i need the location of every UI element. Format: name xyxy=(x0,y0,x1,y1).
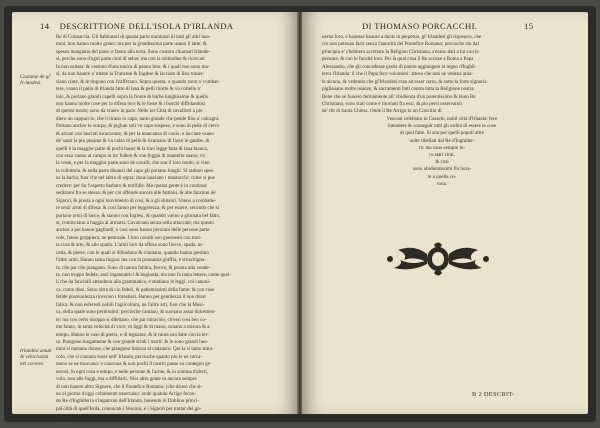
text-line: Christiano, sono stati come è ritornati fra essi, & piu persi osservatori xyxy=(322,100,463,107)
text-line: de' sassi la piu pesante & vn calzo di pelle & ricamano di fasce le gambe, di xyxy=(56,138,210,145)
text-line: principio e' s'hebbero accettato la Religion Christiana, s'erano dati a lui con le xyxy=(322,48,479,55)
text-line: de' riti di Santa Chiesa. Onde il Re Arrigo in un Concilio di xyxy=(322,108,442,115)
text-line: siano cinte, & le tingono con l'zafferano. Sopra questa, o quando sono a' combat- xyxy=(56,78,220,85)
text-line: & alcuni con lasciati incarcerare, & per la mancanza di cuoio, e lacciate vsano xyxy=(56,130,214,137)
left-head-title: DESCRITTIONE DELL'ISOLA D'IRLANDA xyxy=(59,21,234,31)
text-line: nerosi, in ogni cosa e tempo, e nelle persone & l'arme, & in somma d'alteri, xyxy=(56,368,209,375)
tapered-line: di quel fatte. Si son poi quelli popoli altre xyxy=(400,130,484,137)
text-line: persone, & con le facoltà loro. Per la qual cosa il Re scrisse a Roma a Papa xyxy=(322,56,474,63)
text-line: ta, che par che piangano. Sono di natura fabbra, feroce, & pronta alla vende- xyxy=(56,264,211,271)
text-line: ta, non troppo fedele, anzi ingannatrici & bugiarda, ma non fa tanta lettere, come quel- xyxy=(56,272,231,278)
text-line: mini si menano donne, che piangono intorno al cadauero. Qui la si tanto mira- xyxy=(56,346,214,353)
margin-note-costume: Costume de gl' Ir-landesi. xyxy=(20,74,51,87)
text-line: si, perche sono d'ogni parte cinti di selue; ma con la solitudine & ricercati xyxy=(56,56,205,63)
open-book xyxy=(4,6,596,422)
text-line: sedizioni fra se stessa: & per cio offende ancora alle fattioni, & alle fazzioni de' xyxy=(56,190,217,197)
text-line: Signori, & presta a ogni movimento di cosi, & a gli shitanti. Vanno a combatte- xyxy=(56,197,217,204)
text-line: Re di Connaccia. Gli habitatori di questa parte montuosi di tutti gli altri huo- xyxy=(56,34,211,40)
text-line: fetide piaceuolezza ricevono i forestieri. Hanno per gentilezza il non durar xyxy=(56,294,207,301)
text-line: terra l'Irlanda: il che il Papa fece volontieri: atteso che non ne vedeua auta- xyxy=(322,71,473,78)
text-line: colo, che si contano esser nell' Irlanda, percioche quanto piu le ne cerca- xyxy=(56,353,203,360)
text-line: pal città di quell'Isola, conuocati i Vescoui, e i Signori per trattar del go- xyxy=(56,405,202,412)
text-line: uerno loro, e hauesse hauuto a durar in perpetuo, gl' Irlandesi gli risposero, che xyxy=(322,34,482,40)
text-line: ca, come dissi. Sono oltra di cio fedeli, & patientissimi della fame: & con cose xyxy=(56,286,215,293)
text-line: meno se ne truovano: e ciascuna & non pochi il nostro paese su contegno ge- xyxy=(56,361,212,368)
text-line: con essa vanno al campo in lor fodere & vne foggia di mantello usano, vn xyxy=(56,153,205,159)
left-page xyxy=(12,12,298,420)
text-line: le alcuno, & vedendo che gl'Irlandesi eran ad esser certo, & sotto la forte signoria xyxy=(322,78,487,85)
text-line: fatica: & non esferesti nobili l'agricoltura, ne l'altre arti, fuor che la Musi- xyxy=(56,301,205,308)
left-page-number: 14 xyxy=(40,21,50,31)
right-running-head xyxy=(322,21,533,31)
text-line: cetta, & pietre, con le quali si difendono & s'aiutano, quando hanno perduto xyxy=(56,249,209,256)
text-line: lato, & portano grandi capelli sopra la fronte & barbe lunghissime & quello xyxy=(56,93,209,100)
right-head-title: DI THOMASO PORCACCHI. xyxy=(362,21,478,31)
right-tapered-text xyxy=(322,116,562,188)
text-line: di non hauere altro Signore, che il Pontefice Romano: (che dicesi che si- xyxy=(56,383,203,390)
right-page-number: 15 xyxy=(524,21,534,31)
text-line: quelli è la maggior parte di pochi hauer & la loro legge fatta di lana bianca, xyxy=(56,145,208,152)
text-line: cole, fanno groppiera, ne pettorale. I loro cavalli son guernenti con mol- xyxy=(56,234,202,241)
text-line: ca, della quale sono peritissimi: percioche cantano, & suonano assai dolcemen- xyxy=(56,309,216,316)
text-line: me fanno, in tanta velocità di voce, di liggi & di mano, sonano a misura & a xyxy=(56,324,210,331)
tapered-line: sono ubidientissimi fin hora- xyxy=(412,166,472,173)
text-line: Alessandro, che gli concedesse gratia di potere aggiungere al regno d'Inghil- xyxy=(322,63,477,70)
text-line: do Re d'Inghilterra s'impatronì dell'Irlanda, hauendo in Dublino princi- xyxy=(56,398,200,405)
right-text-column xyxy=(322,34,562,116)
text-line: so la barba, fuor che nel labro di sopra: doue lasciano i mostacchi: come si pue xyxy=(56,175,215,182)
text-line: si, cominciano a haggia al armarsi. Cavalcano senza sella attaccate; ma questo xyxy=(56,219,214,226)
text-line: si, da non hauere a' mente la Francese & Inglese & lacciate di lino trauer- xyxy=(56,71,205,78)
text-line: no al giorno d'oggi coltamente osseruano: onde quando Arrigo fecon- xyxy=(56,391,197,397)
text-line: li che da fanciulli attendono alla grammatica, e studiano le leggi, col canoni- xyxy=(56,279,211,286)
text-line: re senz' armi di difesa: & cosi fanno per leggerezza, & per essere, secondo che si xyxy=(56,205,220,212)
margin-note-irlandesi: Irlandesi astuti & velocissimi nel correre. xyxy=(20,348,52,367)
tapered-line: rona. xyxy=(436,180,448,187)
woodcut-ornament xyxy=(384,242,492,276)
text-line: di questo modo; sono da viuere in pace. Nelle lor Città di cavallieri a pie xyxy=(56,108,203,115)
tapered-line: ra: ma sono sempre lo- xyxy=(418,144,466,151)
text-line: cio non poteuan farsi senza l'autorità del Pontefice Romano: percioche sin dal xyxy=(322,41,479,48)
tapered-line: intendere & conseguir tutti gli ordini di essere le cose xyxy=(387,123,497,130)
text-line: te: ma con certo intoppo si dilettano, che par miracolo, ch'essi cosi ben co- xyxy=(56,316,207,323)
text-line: spesso mangiano del pane: e fanno alla terra. Sono costoro chiamati Irlande- xyxy=(56,48,211,55)
text-line: portano armi di lance, & stanno con Inglesi, & quando vanno a giornata nel fatto, xyxy=(56,212,221,219)
text-line: ta cura & arte, & allo spatio. L'armi loro da offesa sono frecce, spada, ac- xyxy=(56,242,204,249)
catchword: B 2 DESCRIT- xyxy=(472,391,515,398)
left-running-head xyxy=(40,21,233,31)
text-line: mini, non hanno molto grano: ma per la grandissima parte usano il latte: & xyxy=(56,41,207,48)
tapered-line: & cosi xyxy=(435,159,449,166)
left-text-column xyxy=(56,34,284,421)
text-line: tere, vsano il palio di Irlanda fatto di lana & pelli ritorte & vn coltello a' xyxy=(56,86,201,93)
right-page xyxy=(302,12,588,414)
text-line: la veste, e per la maggior parte sono de cavalli, che son il loro modo, si vien xyxy=(56,160,210,167)
text-line: pigliauano molte usanze, & sacramenti fatti contra tutta la Religione nostra. xyxy=(322,86,475,93)
text-line: diero un cappuccio, che li tirano in capo, tanto grande che pende fino a' calcagni. xyxy=(56,115,220,122)
tapered-line: uolte ribellati dal Re d'Inghilter- xyxy=(409,137,475,144)
text-line: anchor a pie hanno gagliardi, e cosi sono hanno porzioni delle persone parte xyxy=(56,227,210,234)
tapered-line: Vescoui celebrato in Casselo, nobil città d'Irlanda: fece xyxy=(386,115,498,122)
text-line: tempo. Hanno le case di pietra, e di legname, & le mura son fatte con la ter- xyxy=(56,331,209,338)
text-line: l'altre armi. Hanno tanta lingua: ma con la pronuntia graffia, e striscingna- xyxy=(56,257,206,264)
tapered-line: ro stati vinti, xyxy=(429,151,455,158)
text-line: volo, non alle fuggi, ma a diffidarli. Niss altra gente sa ancora sempre xyxy=(56,376,197,383)
text-line: uerno xyxy=(56,413,68,420)
text-line: Bene che se fossero fermamente all' vbidienza d'un potentissimo & buon Re xyxy=(322,93,476,100)
text-line: Portano anchor le scarpe, & piglian soli vn capo sospeso, e sono di pelle di cervo xyxy=(56,123,220,130)
text-line: non hanno molte cose per la difesa loro & le fosse & i boschi diffidandosi xyxy=(56,100,206,107)
text-line: la collottola, & nella parte dinanzi del capo gli portano lunghi. Si radono spes- xyxy=(56,167,215,174)
text-line: credere: per far l'aspetto barbaro & terribile. Ma questa gente è in continue xyxy=(56,182,207,189)
text-line: ra. Piangono lungamente & con grande stridi i morti: & le sono grandi huo- xyxy=(56,338,209,345)
tapered-line: te a quella co- xyxy=(427,173,457,180)
text-line: fa non usitata: & vestono d'una tonica di panno lino: & i quali non sono ma- xyxy=(56,63,210,70)
